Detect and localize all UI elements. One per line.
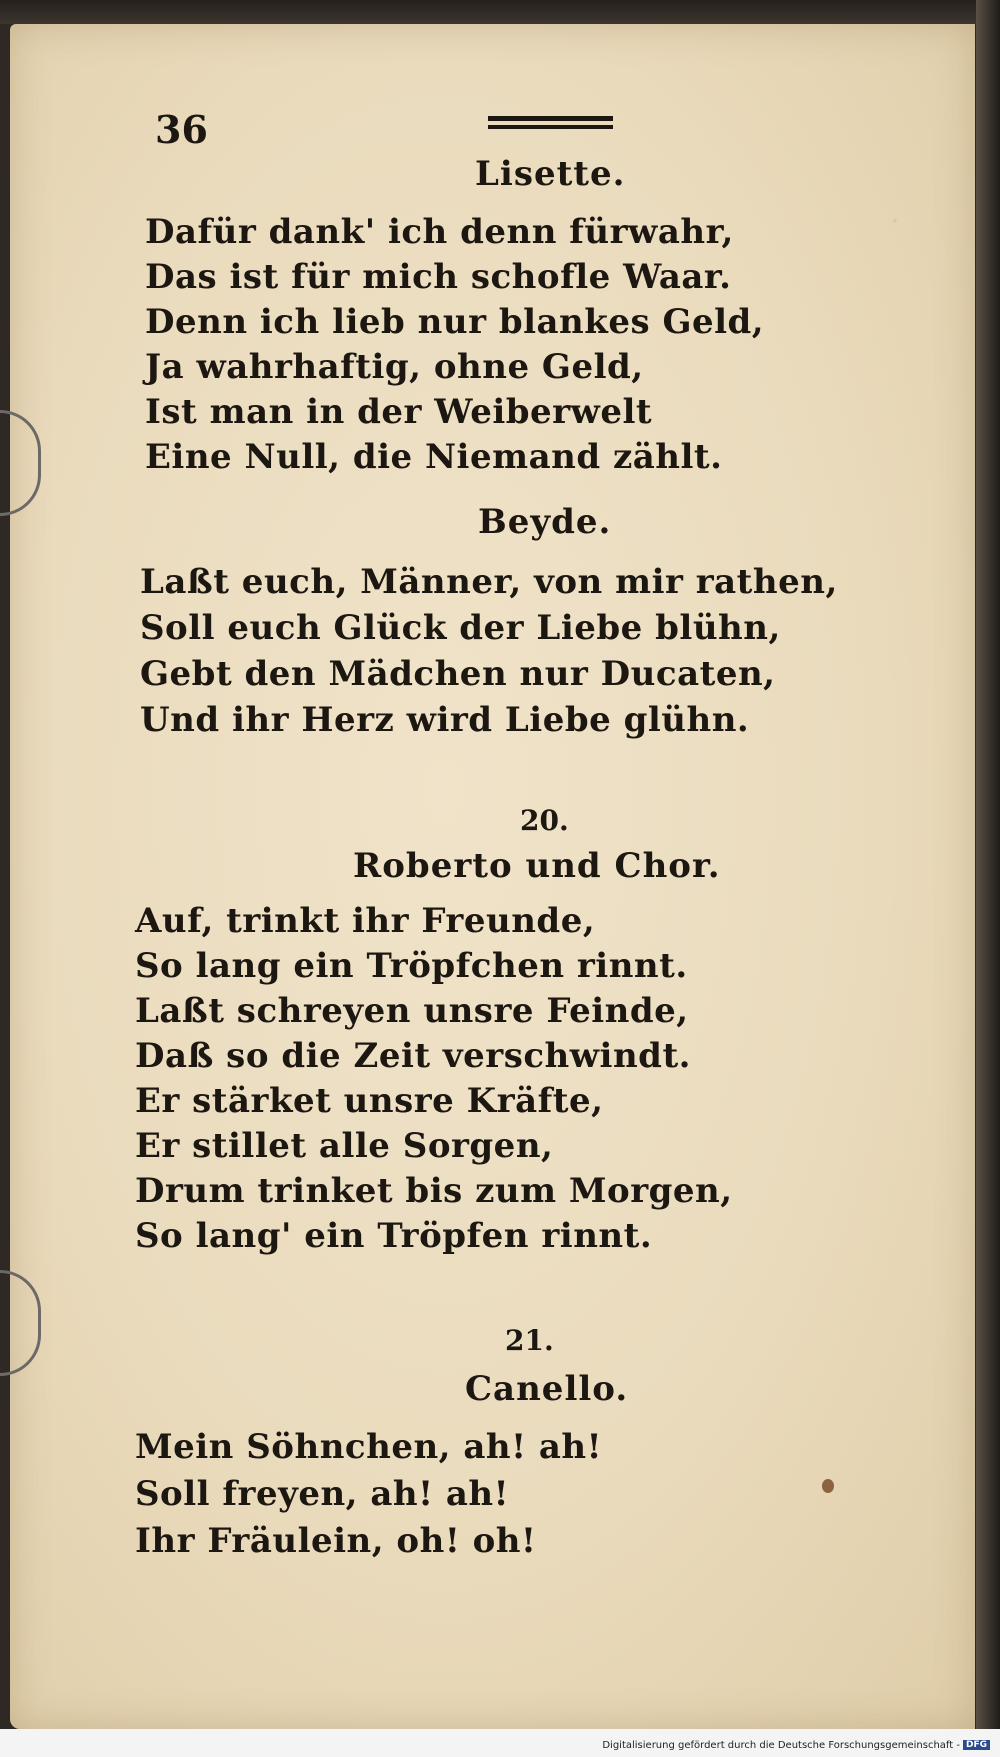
book-top-edge (0, 0, 1000, 24)
page-number: 36 (155, 107, 208, 152)
speaker-heading: Canello. (465, 1369, 629, 1409)
section-number: 20. (520, 804, 569, 837)
verse-line: Er stillet alle Sorgen, (135, 1126, 554, 1166)
verse-line: Drum trinket bis zum Morgen, (135, 1171, 733, 1211)
verse-line: So lang' ein Tröpfen rinnt. (135, 1216, 653, 1256)
bleed-through-mark: · (890, 204, 900, 239)
header-rule-bottom (488, 125, 613, 129)
speaker-heading: Lisette. (475, 154, 626, 194)
verse-line: Laßt schreyen unsre Feinde, (135, 991, 689, 1031)
verse-line: Und ihr Herz wird Liebe glühn. (140, 700, 750, 740)
verse-line: Soll euch Glück der Liebe blühn, (140, 608, 781, 648)
verse-line: Ihr Fräulein, oh! oh! (135, 1521, 537, 1561)
book-spine-edge (976, 0, 1000, 1757)
verse-line: Auf, trinkt ihr Freunde, (135, 901, 596, 941)
verse-line: So lang ein Tröpfchen rinnt. (135, 946, 688, 986)
verse-line: Daß so die Zeit verschwindt. (135, 1036, 691, 1076)
attribution-label: Digitalisierung gefördert durch die Deutsche Forschungsgemeinschaft - (602, 1740, 960, 1751)
verse-line: Er stärket unsre Kräfte, (135, 1081, 604, 1121)
verse-line: Eine Null, die Niemand zählt. (145, 437, 723, 477)
verse-line: Mein Söhnchen, ah! ah! (135, 1427, 603, 1467)
header-rule-top (488, 116, 613, 121)
verse-line: Denn ich lieb nur blankes Geld, (145, 302, 765, 342)
attribution-text (602, 1740, 990, 1751)
verse-line: Laßt euch, Männer, von mir rathen, (140, 562, 838, 602)
section-number: 21. (505, 1324, 554, 1357)
verse-line: Gebt den Mädchen nur Ducaten, (140, 654, 776, 694)
verse-line: Ist man in der Weiberwelt (145, 392, 653, 432)
verse-line: Soll freyen, ah! ah! (135, 1474, 510, 1514)
book-page (10, 24, 975, 1729)
dfg-logo: DFG (963, 1740, 990, 1750)
footer-band (0, 1729, 1000, 1757)
speaker-heading: Beyde. (478, 502, 612, 542)
verse-line: Ja wahrhaftig, ohne Geld, (145, 347, 644, 387)
speaker-heading: Roberto und Chor. (353, 846, 721, 886)
verse-line: Dafür dank' ich denn fürwahr, (145, 212, 734, 252)
ink-stain (822, 1479, 834, 1493)
verse-line: Das ist für mich schofle Waar. (145, 257, 732, 297)
